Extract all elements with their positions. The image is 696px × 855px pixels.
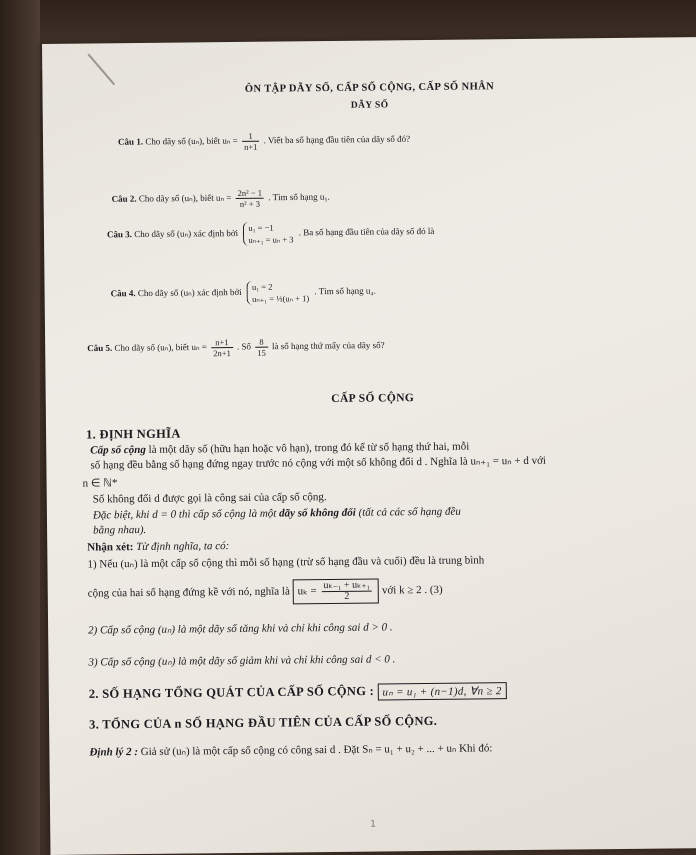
special-case xyxy=(93,502,683,538)
system-line: u₁ = −1 xyxy=(248,222,274,233)
question-text: Cho dãy số (uₙ), biết uₙ = xyxy=(138,192,232,204)
definition-paragraph xyxy=(90,437,680,473)
remark xyxy=(87,539,229,555)
special-text: Đặc biệt, khi d = 0 thì cấp số cộng là một xyxy=(92,507,280,522)
page-title: ÔN TẬP DÃY SỐ, CẤP SỐ CỘNG, CẤP SỐ NHÂN xyxy=(244,81,495,95)
question-5 xyxy=(87,335,385,359)
question-3 xyxy=(107,220,435,247)
fraction xyxy=(242,131,260,152)
general-term-formula-box: uₙ = u₁ + (n−1)d, ∀n ≥ 2 xyxy=(377,682,506,700)
heading-text: 2. SỐ HẠNG TỔNG QUÁT CỦA CẤP SỐ CỘNG : xyxy=(88,683,375,701)
formula-text: uₖ = xyxy=(297,585,317,598)
page-number: 1 xyxy=(370,818,376,830)
remark-3: 3) Cấp số cộng (uₙ) là một dãy số giảm khi và chỉ khi công sai d < 0 . xyxy=(88,653,396,669)
remark-text: Từ định nghĩa, ta có: xyxy=(133,540,230,554)
theorem-label: Định lý 2 : xyxy=(89,746,139,759)
fraction-denominator: 2n+1 xyxy=(213,348,231,359)
theorem-2 xyxy=(89,739,689,760)
fraction-denominator: n² + 3 xyxy=(239,198,260,209)
question-1 xyxy=(118,129,410,153)
remark-1-formula-line xyxy=(88,575,688,606)
question-label: Câu 5. xyxy=(87,342,113,354)
fraction-denominator: 15 xyxy=(257,347,266,358)
system-line: u₁ = 2 xyxy=(251,281,273,292)
question-text: . Số xyxy=(236,341,252,352)
remark-text: với k ≥ 2 . (3) xyxy=(381,583,443,597)
question-text: . Tìm số hạng u₄. xyxy=(314,285,376,297)
fraction-numerator: uₖ₋₁ + uₖ₊₁ xyxy=(321,581,372,593)
fraction-denominator: n+1 xyxy=(244,141,258,152)
question-text: . Ba số hạng đầu tiên của dãy số đó là xyxy=(298,225,435,238)
fraction-numerator: 8 xyxy=(255,337,268,348)
question-4 xyxy=(110,280,375,307)
remark-text: cộng của hai số hạng đứng kề với nó, nghĩa là xyxy=(87,585,290,600)
question-text: là số hạng thứ mấy của dãy số? xyxy=(271,339,385,352)
remark-label: Nhận xét: xyxy=(87,541,134,554)
question-label: Câu 1. xyxy=(117,136,144,147)
question-label: Câu 3. xyxy=(106,229,133,240)
question-label: Câu 4. xyxy=(110,288,136,299)
system-line: uₙ₊₁ = uₙ + 3 xyxy=(248,234,294,245)
remark-text: 1) Nếu (uₙ) là một cấp số cộng thì mỗi số hạng (trừ số hạng đầu và cuối) đều là trung bình xyxy=(87,554,485,571)
special-text: bằng nhau). xyxy=(93,523,147,537)
fraction-denominator: 2 xyxy=(344,590,350,602)
fraction-numerator: 2n² − 1 xyxy=(236,188,264,199)
fraction xyxy=(211,337,233,358)
heading-general-term xyxy=(89,682,507,703)
system-line: uₙ₊₁ = ⅓(uₙ + 1) xyxy=(251,293,310,304)
recurrence-system xyxy=(247,280,309,305)
heading-sum: 3. TỔNG CỦA n SỐ HẠNG ĐẦU TIÊN CỦA CẤP SỐ CỘNG. xyxy=(89,713,438,732)
average-formula-box xyxy=(292,578,379,604)
question-2 xyxy=(112,187,330,210)
paper-fold-mark xyxy=(87,54,115,86)
question-text: Cho dãy số (uₙ) xác định bởi xyxy=(137,286,242,299)
question-text: . Viết ba số hạng đầu tiên của dãy số đó? xyxy=(263,133,411,146)
document-page xyxy=(42,37,696,855)
theorem-text: Giả sử (uₙ) là một cấp số cộng có công sai d . Đặt Sₙ = u₁ + u₂ + ... + uₙ Khi đó: xyxy=(137,742,493,759)
fraction xyxy=(321,581,372,603)
definition-text: số hạng đều bằng số hạng đứng ngay trước nó cộng với một số không đổi d . Nghĩa là uₙ₊₁ = uₙ + d với xyxy=(90,454,546,472)
remark-2: 2) Cấp số cộng (uₙ) là một dãy số tăng khi và chỉ khi công sai d > 0 . xyxy=(88,621,393,637)
special-text: (tất cả các số hạng đều xyxy=(355,505,461,519)
definition-term: Cấp số cộng xyxy=(90,443,146,457)
definition-domain: n ∈ ℕ* xyxy=(82,477,118,490)
page-subtitle: DÃY SỐ xyxy=(350,100,389,111)
section-title: CẤP SỐ CỘNG xyxy=(331,392,415,405)
heading-definition: 1. ĐỊNH NGHĨA xyxy=(86,426,181,442)
question-label: Câu 2. xyxy=(111,193,137,204)
question-text: Cho dãy số (uₙ), biết uₙ = xyxy=(114,341,207,353)
question-text: . Tìm số hạng u₅. xyxy=(268,191,330,203)
fraction-numerator: 1 xyxy=(242,131,259,142)
fraction xyxy=(255,337,268,358)
background-left xyxy=(0,0,40,855)
question-text: Cho dãy số (uₙ) xác định bởi xyxy=(134,228,239,240)
special-bold: dãy số không đổi xyxy=(279,506,356,520)
definition-text: là một dãy số (hữu hạn hoặc vô hạn), trong đó kể từ số hạng thứ hai, mỗi xyxy=(145,440,470,456)
recurrence-system xyxy=(243,221,293,246)
common-difference-note: Số không đổi d được gọi là công sai của cấp số cộng. xyxy=(92,491,327,506)
fraction-numerator: n+1 xyxy=(211,337,233,348)
question-text: Cho dãy số (uₙ), biết uₙ = xyxy=(145,135,238,147)
fraction xyxy=(236,188,265,209)
